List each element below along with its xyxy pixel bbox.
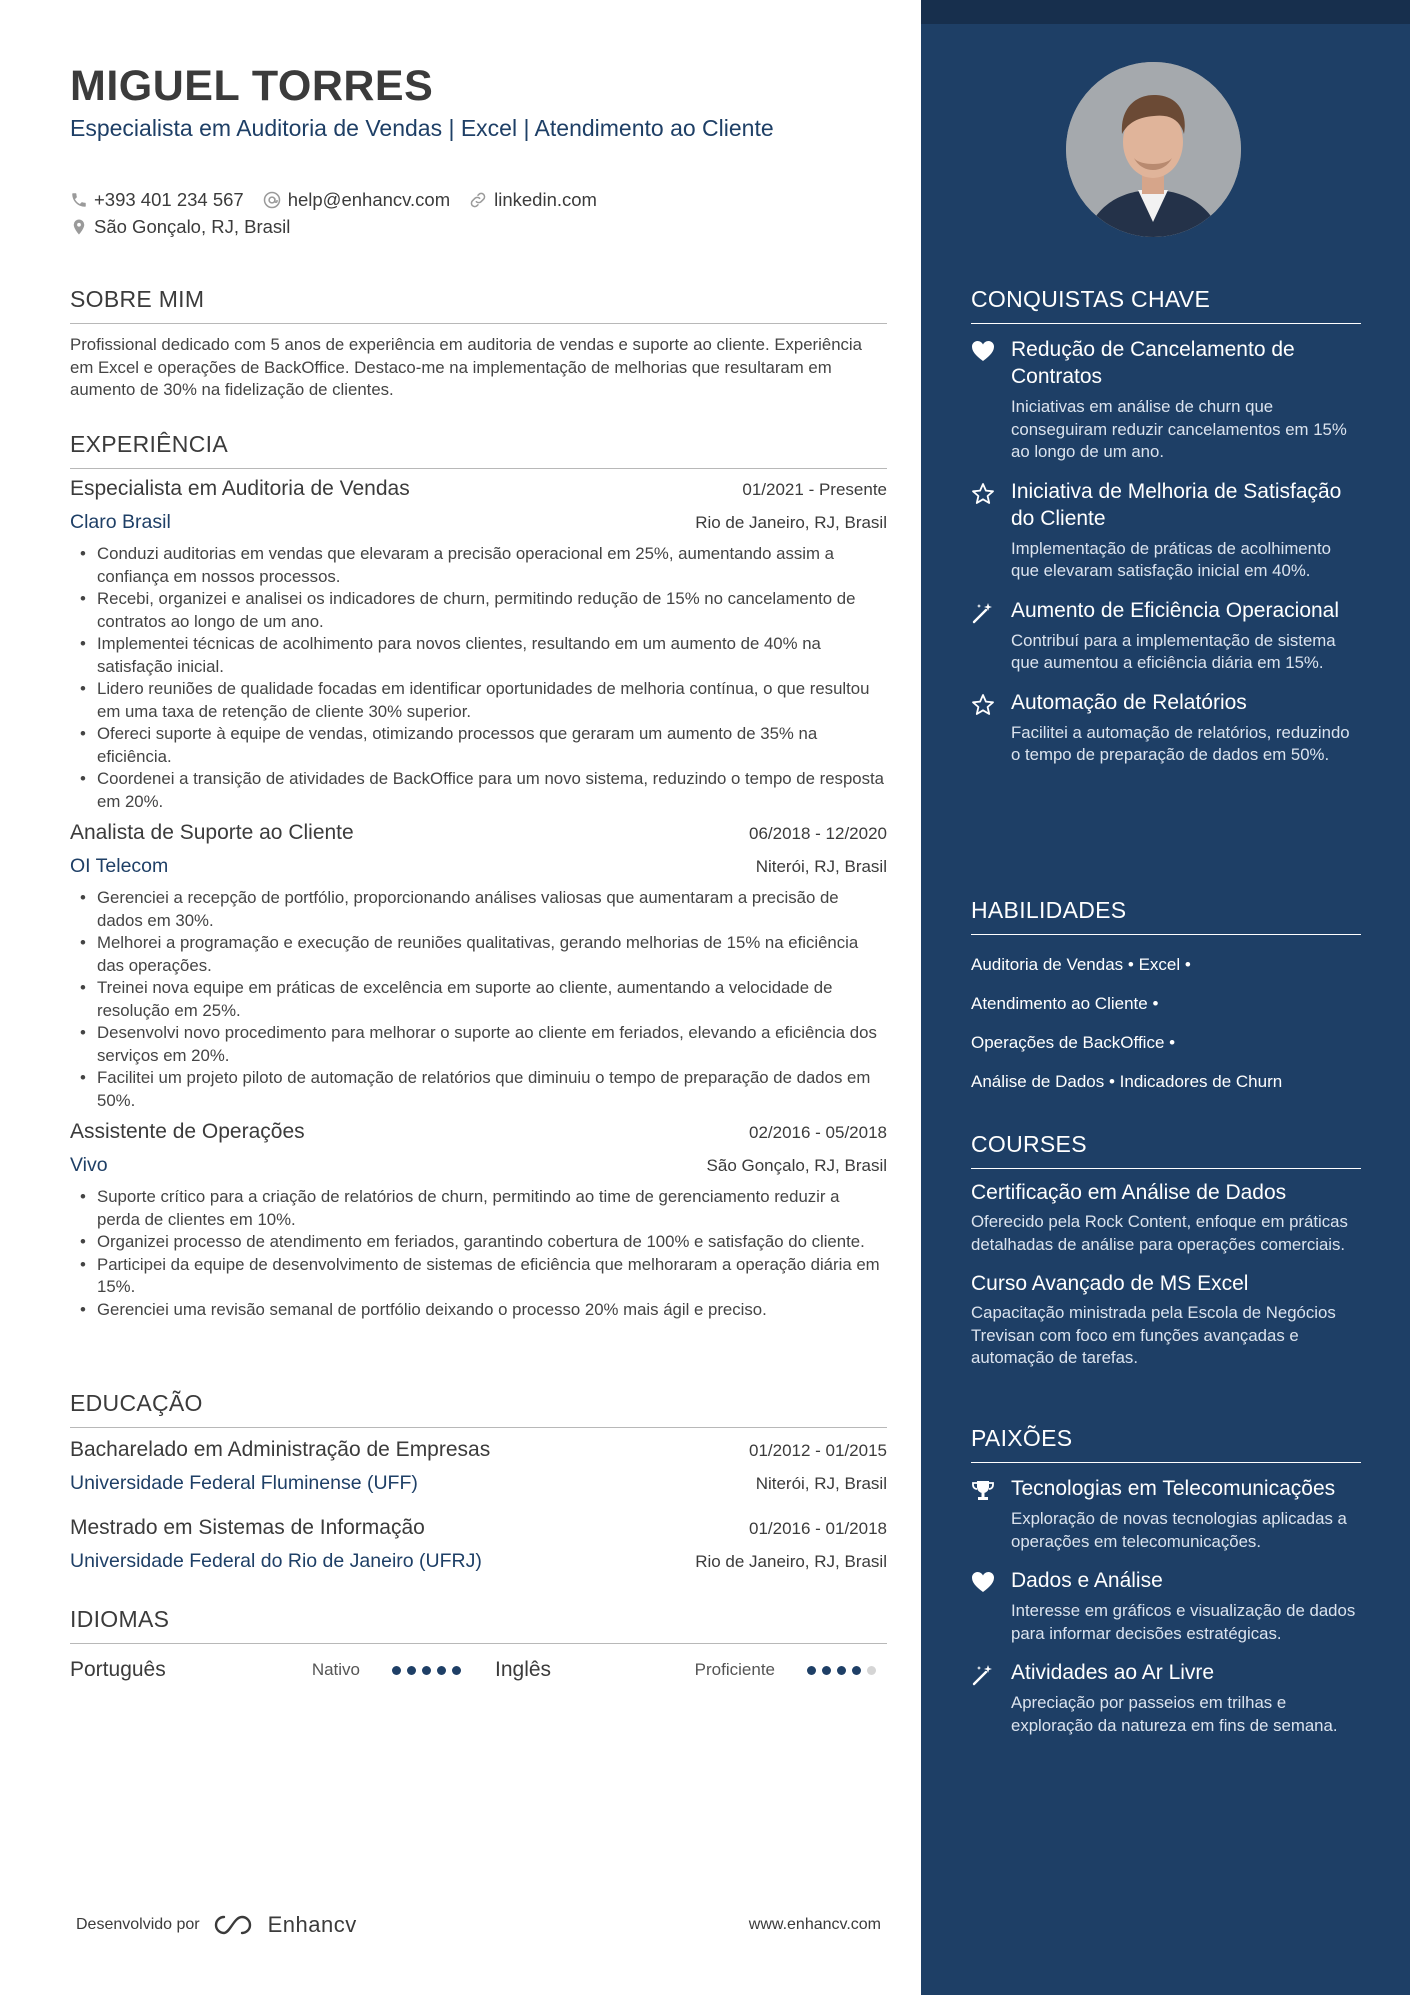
profile-photo xyxy=(1066,62,1241,237)
passion-description: Exploração de novas tecnologias aplicadas a operações em telecomunicações. xyxy=(1011,1509,1347,1551)
section-title: SOBRE MIM xyxy=(70,286,887,324)
bullet-item: • Gerenciei a recepção de portfólio, proporcionando análises valiosas que aumentaram a precisão de dados em 30%. xyxy=(70,887,887,932)
rating-dot-empty xyxy=(867,1666,876,1675)
language-item xyxy=(70,1658,495,1682)
linkedin-contact[interactable] xyxy=(468,189,597,211)
bullet-item: • Participei da equipe de desenvolvimento de sistemas de eficiência que melhoraram a operação diária em 15%. xyxy=(70,1254,887,1299)
enhancv-logo-icon xyxy=(212,1913,258,1937)
section-title: HABILIDADES xyxy=(971,897,1361,935)
main-column xyxy=(70,0,887,1995)
magic-wand-icon xyxy=(971,1663,995,1687)
rating-dot-filled xyxy=(407,1666,416,1675)
section-title: IDIOMAS xyxy=(70,1606,887,1644)
section-title: COURSES xyxy=(971,1131,1361,1169)
candidate-name: MIGUEL TORRES xyxy=(70,62,434,110)
brand-name: Enhancv xyxy=(267,1912,357,1937)
achievement-description: Implementação de práticas de acolhimento que elevaram satisfação inicial em 40%. xyxy=(1011,538,1331,580)
rating-dot-filled xyxy=(837,1666,846,1675)
bullet-item: • Melhorei a programação e execução de reuniões qualitativas, gerando melhorias de 15% na eficiência das operações. xyxy=(70,932,887,977)
achievement-title: Redução de Cancelamento de Contratos xyxy=(1011,338,1295,388)
education-location: Rio de Janeiro, RJ, Brasil xyxy=(695,1552,887,1571)
job-entry xyxy=(70,1120,887,1321)
course-description: Oferecido pela Rock Content, enfoque em práticas detalhadas de análise para operações comerciais. xyxy=(971,1212,1348,1254)
achievement-item xyxy=(971,478,1361,583)
bullet-item: • Treinei nova equipe em práticas de excelência em suporte ao cliente, aumentando a velocidade de resolução em 25%. xyxy=(70,977,887,1022)
sidebar-top-band xyxy=(921,0,1410,24)
job-location: São Gonçalo, RJ, Brasil xyxy=(706,1156,887,1175)
language-rating xyxy=(807,1666,882,1675)
link-icon xyxy=(468,190,488,210)
summary-text: Profissional dedicado com 5 anos de experiência em auditoria de vendas e suporte ao cliente. Experiência em Excel e operações de BackOffice. Destaco-me na implementação de melhorias que resultaram em aumento de 30% na fidelização de clientes. xyxy=(70,335,862,399)
location-contact xyxy=(70,216,290,238)
job-title: Analista de Suporte ao Cliente xyxy=(70,821,354,844)
education-date: 01/2012 - 01/2015 xyxy=(748,1441,887,1460)
bullet-item: • Lidero reuniões de qualidade focadas em identificar oportunidades de melhoria contínua, o que resultou em uma taxa de retenção de cliente 30% superior. xyxy=(70,678,887,723)
school: Universidade Federal do Rio de Janeiro (UFRJ) xyxy=(70,1550,482,1572)
magic-wand-icon xyxy=(971,601,995,625)
email-address: help@enhancv.com xyxy=(287,188,451,210)
section-title: PAIXÕES xyxy=(971,1425,1361,1463)
experience-section xyxy=(70,431,887,1321)
skill-line: Auditoria de Vendas • Excel • xyxy=(971,954,1191,974)
passions-section xyxy=(971,1425,1361,1737)
achievement-description: Contribuí para a implementação de sistema que aumentou a eficiência diária em 15%. xyxy=(1011,630,1336,672)
degree: Mestrado em Sistemas de Informação xyxy=(70,1516,425,1539)
courses-section xyxy=(971,1131,1361,1370)
phone-icon xyxy=(70,191,88,209)
summary-section xyxy=(70,286,887,402)
course-description: Capacitação ministrada pela Escola de Negócios Trevisan com foco em funções avançadas e automação de tarefas. xyxy=(971,1303,1336,1367)
rating-dot-filled xyxy=(452,1666,461,1675)
passion-item xyxy=(971,1475,1361,1553)
degree: Bacharelado em Administração de Empresas xyxy=(70,1438,491,1461)
passion-title: Tecnologias em Telecomunicações xyxy=(1011,1477,1336,1500)
course-item xyxy=(971,1179,1361,1256)
passion-title: Dados e Análise xyxy=(1011,1569,1163,1592)
bullet-item: • Gerenciei uma revisão semanal de portfólio deixando o processo 20% mais ágil e preciso. xyxy=(70,1299,887,1322)
powered-by xyxy=(76,1912,357,1938)
bullet-item: • Suporte crítico para a criação de relatórios de churn, permitindo ao time de gerenciamento reduzir a perda de clientes em 10%. xyxy=(70,1186,887,1231)
job-company: Vivo xyxy=(70,1154,108,1176)
job-entry xyxy=(70,821,887,1112)
achievements-section xyxy=(971,286,1361,767)
footer xyxy=(76,1912,881,1938)
passion-description: Interesse em gráficos e visualização de dados para informar decisões estratégicas. xyxy=(1011,1601,1356,1643)
language-level: Nativo xyxy=(311,1660,360,1679)
bullet-item: • Implementei técnicas de acolhimento para novos clientes, resultando em um aumento de 40% na satisfação inicial. xyxy=(70,633,887,678)
passion-description: Apreciação por passeios em trilhas e exploração da natureza em fins de semana. xyxy=(1011,1693,1338,1735)
location-text: São Gonçalo, RJ, Brasil xyxy=(94,215,291,237)
job-bullets xyxy=(70,887,887,1112)
language-item xyxy=(495,1658,887,1682)
achievement-item xyxy=(971,689,1361,767)
job-location: Niterói, RJ, Brasil xyxy=(755,857,887,876)
location-pin-icon xyxy=(70,217,88,237)
star-icon xyxy=(971,482,995,506)
course-title: Certificação em Análise de Dados xyxy=(971,1181,1287,1204)
powered-by-label: Desenvolvido por xyxy=(76,1916,200,1933)
phone-number: +393 401 234 567 xyxy=(94,188,244,210)
rating-dot-filled xyxy=(422,1666,431,1675)
section-title: CONQUISTAS CHAVE xyxy=(971,286,1361,324)
language-rating xyxy=(392,1666,467,1675)
section-title: EDUCAÇÃO xyxy=(70,1390,887,1428)
job-entry xyxy=(70,477,887,813)
education-section xyxy=(70,1390,887,1580)
skills-section xyxy=(971,897,1361,1101)
rating-dot-filled xyxy=(392,1666,401,1675)
bullet-item: • Organizei processo de atendimento em feriados, garantindo cobertura de 100% e satisfação do cliente. xyxy=(70,1231,887,1254)
bullet-item: • Conduzi auditorias em vendas que elevaram a precisão operacional em 25%, aumentando assim a confiança em nossos processos. xyxy=(70,543,887,588)
linkedin-url: linkedin.com xyxy=(494,188,597,210)
skills-list xyxy=(971,945,1361,1101)
email-contact[interactable] xyxy=(262,189,450,211)
heart-icon xyxy=(971,340,995,362)
education-date: 01/2016 - 01/2018 xyxy=(748,1519,887,1538)
passion-item xyxy=(971,1659,1361,1737)
skill-line: Atendimento ao Cliente • xyxy=(971,993,1159,1013)
headline: Especialista em Auditoria de Vendas | Excel | Atendimento ao Cliente xyxy=(70,115,774,141)
job-date: 02/2016 - 05/2018 xyxy=(748,1123,887,1142)
job-bullets xyxy=(70,1186,887,1321)
bullet-item: • Coordenei a transição de atividades de BackOffice para um novo sistema, reduzindo o tempo de resposta em 20%. xyxy=(70,768,887,813)
job-date: 06/2018 - 12/2020 xyxy=(748,824,887,843)
language-level: Proficiente xyxy=(694,1660,775,1679)
job-date: 01/2021 - Presente xyxy=(742,480,887,499)
skill-line: Análise de Dados • Indicadores de Churn xyxy=(971,1071,1283,1091)
section-title: EXPERIÊNCIA xyxy=(70,431,887,469)
job-company: OI Telecom xyxy=(70,855,169,877)
at-icon xyxy=(262,190,282,210)
bullet-item: • Facilitei um projeto piloto de automação de relatórios que diminuiu o tempo de preparação de dados em 50%. xyxy=(70,1067,887,1112)
trophy-icon xyxy=(971,1479,995,1503)
job-title: Especialista em Auditoria de Vendas xyxy=(70,477,410,500)
school: Universidade Federal Fluminense (UFF) xyxy=(70,1472,418,1494)
achievement-title: Aumento de Eficiência Operacional xyxy=(1011,598,1340,622)
course-item xyxy=(971,1270,1361,1370)
website-link[interactable]: www.enhancv.com xyxy=(748,1916,881,1933)
rating-dot-filled xyxy=(852,1666,861,1675)
language-name: Português xyxy=(70,1658,166,1681)
achievement-title: Automação de Relatórios xyxy=(1011,690,1247,714)
bullet-item: • Recebi, organizei e analisei os indicadores de churn, permitindo redução de 15% no cancelamento de contratos ao longo de um ano. xyxy=(70,588,887,633)
star-icon xyxy=(971,693,995,717)
passion-title: Atividades ao Ar Livre xyxy=(1011,1661,1215,1684)
job-bullets xyxy=(70,543,887,813)
languages-section xyxy=(70,1606,887,1688)
rating-dot-filled xyxy=(822,1666,831,1675)
skill-line: Operações de BackOffice • xyxy=(971,1032,1176,1052)
course-title: Curso Avançado de MS Excel xyxy=(971,1272,1249,1295)
achievement-description: Facilitei a automação de relatórios, reduzindo o tempo de preparação de dados em 50%. xyxy=(1011,722,1350,764)
education-location: Niterói, RJ, Brasil xyxy=(755,1474,887,1493)
passion-item xyxy=(971,1567,1361,1645)
bullet-item: • Desenvolvi novo procedimento para melhorar o suporte ao cliente em feriados, elevando a eficiência dos serviços em 20%. xyxy=(70,1022,887,1067)
job-location: Rio de Janeiro, RJ, Brasil xyxy=(695,513,887,532)
sidebar xyxy=(921,0,1410,1995)
achievement-description: Iniciativas em análise de churn que conseguiram reduzir cancelamentos em 15% ao longo de um ano. xyxy=(1011,397,1347,461)
achievement-item xyxy=(971,597,1361,675)
rating-dot-filled xyxy=(807,1666,816,1675)
rating-dot-filled xyxy=(437,1666,446,1675)
bullet-item: • Ofereci suporte à equipe de vendas, otimizando processos que geraram um aumento de 35% na eficiência. xyxy=(70,723,887,768)
heart-icon xyxy=(971,1571,995,1593)
education-entry xyxy=(70,1438,887,1502)
job-title: Assistente de Operações xyxy=(70,1120,305,1143)
education-entry xyxy=(70,1516,887,1580)
achievement-item xyxy=(971,336,1361,464)
language-name: Inglês xyxy=(495,1658,552,1681)
contact-info xyxy=(70,186,887,240)
phone-contact[interactable] xyxy=(70,189,244,211)
achievement-title: Iniciativa de Melhoria de Satisfação do Cliente xyxy=(1011,479,1342,530)
job-company: Claro Brasil xyxy=(70,511,171,533)
